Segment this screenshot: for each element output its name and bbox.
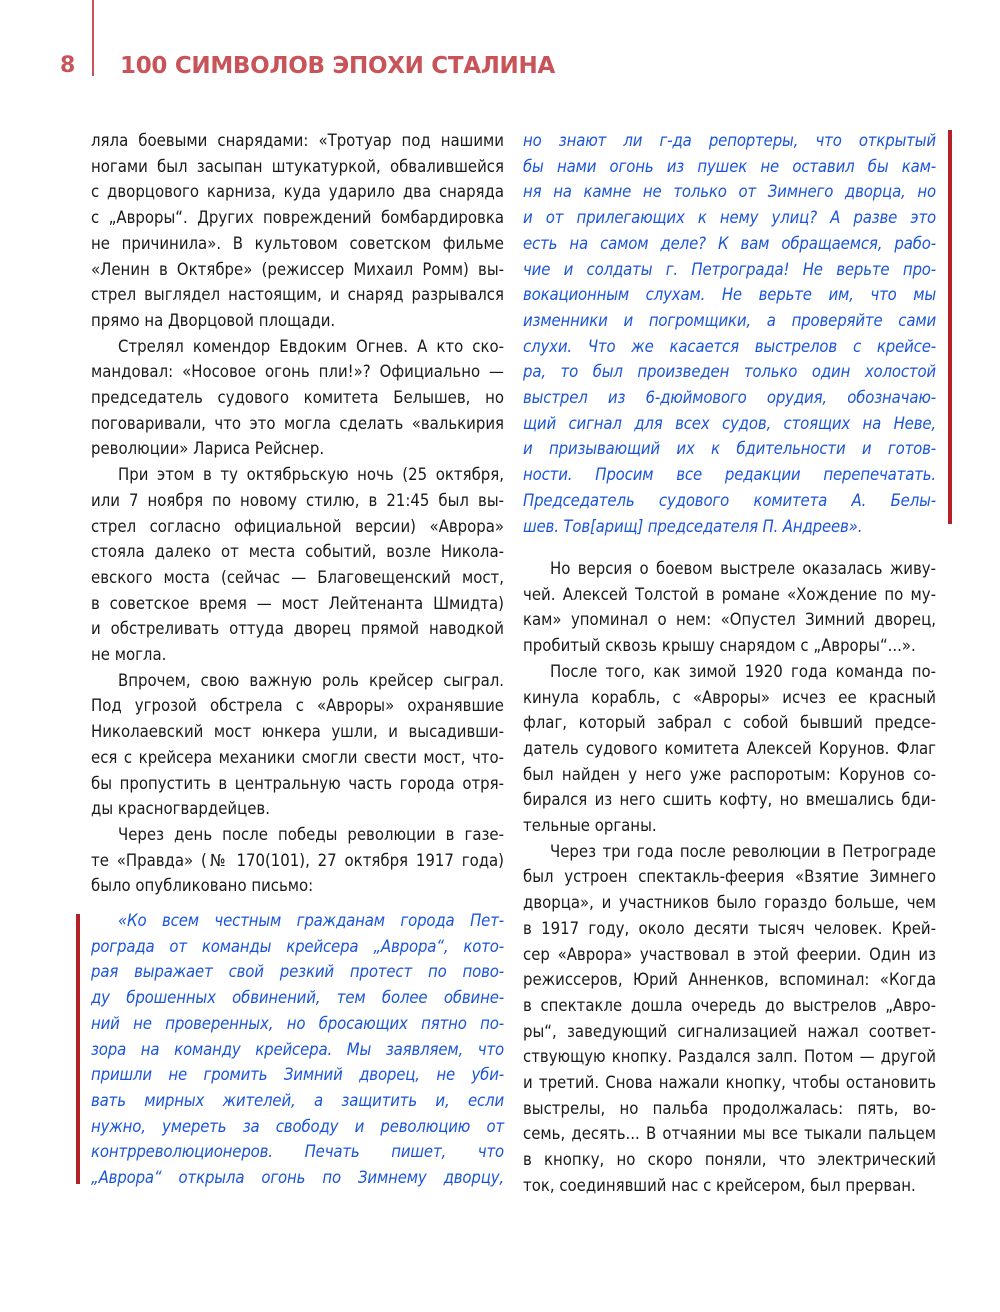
text-line: еся с крейсера механики смогли свести мост, что-	[91, 747, 504, 767]
text-line: зора на команду крейсера. Мы заявляем, что	[91, 1039, 504, 1059]
text-line: Председатель судового комитета А. Белы-	[523, 490, 936, 510]
text-line: выстрел из 6-дюймового орудия, обозначаю-	[523, 388, 936, 408]
text-line: не причинила». В культовом советском фильме	[91, 233, 504, 253]
text-line: Под угрозой обстрела с «Авроры» охранявшие	[91, 696, 504, 716]
paragraph	[523, 839, 936, 1199]
text-line: После того, как зимой 1920 года команда по-	[550, 661, 936, 681]
text-line: был найден у него уже распоротым: Корунов со-	[523, 764, 936, 784]
text-line: дворца», и участников было гораздо больше, чем	[523, 893, 936, 913]
text-line: ра, то был произведен только один холостой	[523, 362, 936, 382]
text-line: ногами был засыпан штукатуркой, обвалившейся	[91, 156, 504, 176]
text-line: шев. Тов[арищ] председателя П. Андреев».	[523, 516, 863, 536]
text-line: стрел согласно официальной версии) «Аврора»	[91, 516, 504, 536]
text-line: «Ленин в Октябре» (режиссер Михаил Ромм) вы-	[91, 259, 504, 279]
text-line: Через три года после революции в Петрограде	[550, 841, 936, 861]
text-line: семь, десять... В отчаянии мы все тыкали пальцем	[523, 1124, 936, 1144]
page-number: 8	[60, 53, 76, 78]
text-line: те «Правда» (№ 170(101), 27 октября 1917 года)	[91, 850, 504, 870]
quote-bar-left	[76, 914, 80, 1184]
text-line: в 1917 году, около десяти тысяч человек. Крей-	[523, 918, 936, 938]
text-line: есть на самом деле? К вам обращаемся, рабо-	[523, 233, 936, 253]
text-line: При этом в ту октябрьскую ночь (25 октября,	[118, 465, 504, 485]
text-line: был устроен спектакль-феерия «Взятие Зимнего	[523, 867, 936, 887]
text-line: прямо на Дворцовой площади.	[91, 310, 336, 330]
text-line: вать мирных жителей, а защитить и, если	[91, 1090, 504, 1110]
text-line: нужно, умереть за свободу и революцию от	[91, 1116, 504, 1136]
text-line: ды красногвардейцев.	[91, 799, 270, 819]
text-line: ний не проверенных, но бросающих пятно по-	[91, 1013, 504, 1033]
text-line: и третий. Снова нажали кнопку, чтобы остановить	[523, 1073, 936, 1093]
text-line: не могла.	[91, 645, 167, 665]
text-line: сер «Аврора» участвовал в этой феерии. Один из	[523, 944, 936, 964]
header-rule	[92, 0, 94, 76]
text-line: ду брошенных обвинений, тем более обвине-	[91, 988, 504, 1008]
text-line: евского моста (сейчас — Благовещенский мост,	[91, 567, 504, 587]
text-line: председатель судового комитета Белышев, но	[91, 388, 504, 408]
text-line: с „Авроры“. Других повреждений бомбардировка	[91, 208, 504, 228]
text-line: но знают ли г-да репортеры, что открытый	[523, 131, 936, 150]
text-line: Стрелял комендор Евдоким Огнев. А кто ско-	[118, 336, 504, 356]
right-column	[523, 556, 936, 1199]
letter-quote-part-2	[523, 128, 936, 539]
paragraph	[523, 556, 936, 659]
text-line: тельные органы.	[523, 816, 657, 836]
text-line: в спектакле дошла очередь до выстрелов „Авро-	[523, 995, 936, 1015]
text-line: революции» Лариса Рейснер.	[91, 439, 325, 459]
text-line: было опубликовано письмо:	[91, 876, 314, 896]
text-line: кинула корабль, с «Авроры» исчез ее красный	[523, 687, 936, 707]
running-title: 100 СИМВОЛОВ ЭПОХИ СТАЛИНА	[120, 53, 555, 79]
text-line: датель судового комитета Алексей Корунов. Флаг	[523, 738, 936, 758]
paragraph	[91, 822, 504, 899]
text-line: Через день после победы революции в газе-	[118, 824, 504, 844]
text-line: вокационным слухам. Не верьте им, что мы	[523, 285, 936, 305]
text-line: ствующую кнопку. Раздался залп. Потом — другой	[523, 1047, 936, 1067]
text-line: Но версия о боевом выстреле оказалась живу-	[550, 559, 936, 578]
text-line: ры“, заведующий сигнализацией нажал соответ-	[523, 1021, 936, 1041]
text-line: ток, соединявший нас с крейсером, был прерван.	[523, 1175, 916, 1195]
text-line: в советское время — мост Лейтенанта Шмидта)	[91, 593, 504, 613]
text-line: ляла боевыми снарядами: «Тротуар под нашими	[91, 131, 504, 150]
text-line: ня на камне не только от Зимнего дворца, но	[523, 182, 936, 202]
text-line: изменники и погромщики, а проверяйте сами	[523, 310, 936, 330]
paragraph	[91, 668, 504, 822]
text-line: режиссеров, Юрий Анненков, вспоминал: «Когда	[523, 970, 936, 990]
text-line: «Ко всем честным гражданам города Пет-	[118, 911, 504, 930]
text-line: рая выражает свой резкий протест по пово-	[91, 962, 504, 982]
text-line: чей. Алексей Толстой в романе «Хождение по му-	[523, 584, 936, 604]
text-line: или 7 ноября по новому стилю, в 21:45 был вы-	[91, 490, 504, 510]
text-line: Впрочем, свою важную роль крейсер сыграл.	[118, 670, 504, 690]
quote-bar-right	[948, 130, 952, 524]
paragraph	[523, 659, 936, 839]
text-line: пробитый сквозь крышу снарядом с „Авроры“...».	[523, 636, 916, 656]
text-line: Николаевский мост юнкера ушли, и высадивши-	[91, 722, 504, 742]
left-column	[91, 128, 504, 899]
text-line: рограда от команды крейсера „Аврора“, кото-	[91, 936, 504, 956]
text-line: с дворцового карниза, куда ударило два снаряда	[91, 182, 504, 202]
text-line: флаг, который забрал с собой бывший предсе-	[523, 713, 936, 733]
paragraph	[91, 462, 504, 668]
text-line: слухи. Что же касается выстрелов с крейсе-	[523, 336, 936, 356]
text-line: чие и солдаты г. Петрограда! Не верьте про-	[523, 259, 936, 279]
text-line: контрреволюционеров. Печать пишет, что	[91, 1142, 504, 1162]
text-line: кам» упоминал о нем: «Опустел Зимний дворец,	[523, 610, 936, 630]
text-line: стояла далеко от места событий, возле Никола-	[91, 542, 504, 562]
text-line: бы нами огонь из пушек не оставил бы кам-	[523, 156, 936, 176]
text-line: бирался из него сшить кофту, но вмешались бди-	[523, 790, 936, 810]
text-line: „Аврора“ открыла огонь по Зимнему дворцу,	[91, 1168, 504, 1188]
text-line: пришли не громить Зимний дворец, не уби-	[91, 1065, 504, 1085]
text-line: бы пропустить в центральную часть города отря-	[91, 773, 504, 793]
text-line: выстрелы, но пальба продолжалась: пять, во-	[523, 1098, 936, 1118]
paragraph	[91, 128, 504, 334]
text-line: ности. Просим все редакции перепечатать.	[523, 465, 936, 485]
text-line: стрел выглядел настоящим, и снаряд разрывался	[91, 285, 504, 305]
text-line: поговаривали, что это могла сделать «валькирия	[91, 413, 504, 433]
text-line: мандовал: «Носовое огонь пли!»? Официально —	[91, 362, 504, 382]
paragraph	[91, 334, 504, 463]
text-line: в кнопку, но скоро поняли, что электрический	[523, 1150, 936, 1170]
letter-quote-part-1	[91, 908, 504, 1191]
text-line: и от прилегающих к нему улиц? А разве это	[523, 208, 936, 228]
text-line: и обстреливать оттуда дворец прямой наводкой	[91, 619, 504, 639]
text-line: щий сигнал для всех судов, стоящих на Неве,	[523, 413, 936, 433]
text-line: и призывающий их к бдительности и готов-	[523, 439, 936, 459]
